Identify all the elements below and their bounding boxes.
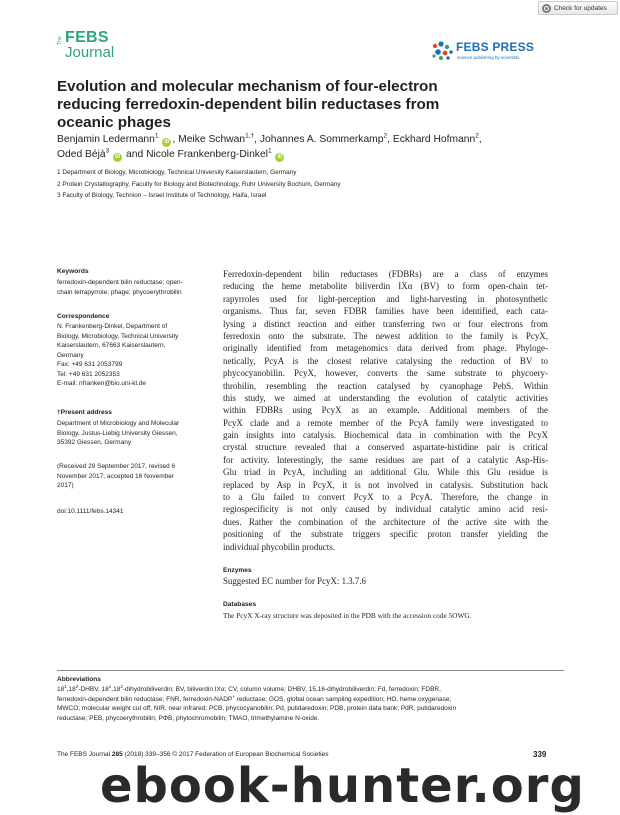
abbreviations-text xyxy=(57,685,564,723)
orcid-icon[interactable]: iD xyxy=(277,154,283,160)
febs-press-tagline: science publishing by scientists xyxy=(457,55,520,60)
title-line: Evolution and molecular mechanism of four-electron xyxy=(57,78,438,95)
page-number: 339 xyxy=(533,750,547,759)
received-line: 2017) xyxy=(57,482,74,489)
abstract-line: replaced by Asp in PcyX, it is not involved in catalysis. Substitution back xyxy=(223,479,548,490)
enzymes-text: Suggested EC number for PcyX: 1.3.7.6 xyxy=(223,576,366,586)
author-affil-sup: 1 xyxy=(267,147,272,155)
keywords-text xyxy=(57,278,209,297)
abbreviations-line: ferredoxin-dependent bilin reductase; FNR, ferredoxin-NADP+ reductase; GOS, global ocean sampling expedition; HO, heme oxygenase; xyxy=(57,693,452,703)
abstract-line: lysing a distinct reaction and either transferring two or four electrons from xyxy=(223,318,548,329)
watermark xyxy=(0,758,620,815)
received-line: November 2017, accepted 16 November xyxy=(57,472,175,480)
correspondence-line: Tel: +49 631 2052353 xyxy=(57,370,120,378)
crossmark-icon xyxy=(542,4,551,13)
abstract-line: this study, we aimed at understanding the evolution of catalytic activities xyxy=(223,392,548,403)
keywords-line: chain tetrapyrrole; phage; phycoerythrobilin xyxy=(57,288,182,296)
author-name: , Johannes A. Sommerkamp xyxy=(254,134,384,145)
correspondence-line: Germany xyxy=(57,351,84,359)
correspondence-line: N. Frankenberg-Dinkel, Department of xyxy=(57,323,168,330)
correspondence-heading: Correspondence xyxy=(57,313,110,320)
affiliation-2: 2 Protein Crystallography, Faculty for Biology and Biotechnology, Ruhr University Bochum, Germany xyxy=(57,181,341,188)
article-title xyxy=(57,78,567,132)
febs-press-name: FEBS PRESS xyxy=(456,40,535,54)
author-affil-sup: 2 xyxy=(383,132,388,140)
abstract-line: for activity. Interestingly, the same residues are part of a catalytic Asp-His- xyxy=(223,454,548,465)
abstract-line: to a Glu failed to convert PcyX to a PcyA. Therefore, the change in xyxy=(223,492,548,503)
enzymes-heading: Enzymes xyxy=(223,567,252,574)
title-line: oceanic phages xyxy=(57,114,171,131)
affiliation-3: 3 Faculty of Biology, Technion – Israel Institute of Technology, Haifa, Israel xyxy=(57,192,267,199)
check-for-updates-button[interactable] xyxy=(538,1,618,15)
orcid-icon[interactable]: iD xyxy=(115,154,121,160)
keywords-line: ferredoxin-dependent bilin reductase; open- xyxy=(57,279,183,286)
abstract-line: throbilin, resembling the reaction catalysed by cyanophage PebS. Within xyxy=(223,380,548,391)
keywords-heading: Keywords xyxy=(57,268,89,275)
abstract-line: organisms. Thus far, seven FDBR families have been identified, each cata- xyxy=(223,306,548,317)
logo-febs: FEBS xyxy=(65,29,109,46)
abstract-line: positioning of the substrate triggers specific proton transfer yielding the xyxy=(223,529,548,540)
watermark-text: ebook-hunter.org xyxy=(100,758,585,814)
abstract-line: originally identified from metagenomics data derived from phage. Phyloge- xyxy=(223,343,548,354)
author-affil-sup: 2 xyxy=(475,132,479,140)
abstract-line: PcyX clade and a remote member of the PcyA family were investigated to xyxy=(223,417,548,428)
author-affil-sup: 3 xyxy=(105,147,110,155)
author-name: and Nicole Frankenberg-Dinkel xyxy=(123,149,268,160)
author-list: Benjamin Ledermann$^1$ iD , Meike Schwan$^{1,\dagger}$, Johannes A. Sommerkamp$^2$, Eckhard Hofmann$^2$, Oded Béjà$^3$ iD and Nicole Frankenberg-Dinkel$^1$ iD xyxy=(57,132,482,160)
abstract-line: regiospecificity is not only caused by individual catalytic amino acid resi- xyxy=(223,504,548,515)
correspondence-text xyxy=(57,322,209,389)
correspondence-line: Kaiserslautern, 67663 Kaiserslautern, xyxy=(57,342,166,349)
correspondence-line: Fax: +49 631 2053799 xyxy=(57,361,123,368)
abstract-line: dues. Rather the combination of the architecture of the active site with the xyxy=(223,516,548,527)
abstract-line: gain insights into catalysis. Biochemical data in combination with the PcyX xyxy=(223,430,548,441)
logo-journal: Journal xyxy=(65,44,115,61)
logo-the: The xyxy=(57,36,63,46)
present-address-line: Biology, Justus-Liebig University Giessen, xyxy=(57,429,178,437)
abstract-line: Glu triad in PcyA, including an additional Glu. While this Glu residue is xyxy=(223,467,548,478)
abstract-line: within FDBRs using PcyX as an example. Additional members of the xyxy=(223,405,548,416)
databases-heading: Databases xyxy=(223,601,256,608)
abbreviations-line: MWCO, molecular weight cut off; NIR, near infrared; PCB, phycocyanobilin; Pd, putidaredoxin; PDB, protein data bank; PdR, putidaredoxin xyxy=(57,705,457,712)
author-name: Oded Béjà xyxy=(57,149,106,160)
febs-press-logo xyxy=(430,40,550,66)
abstract-line: reducing the heme metabolite biliverdin IXα (BV) to form open-chain tet- xyxy=(223,281,548,292)
footer-citation: The FEBS Journal 285 (2018) 339–356 © 2017 Federation of European Biochemical Societies xyxy=(57,751,329,758)
abstract-line: netically, PcyA is the closest relative catalysing the reduction of BV to xyxy=(223,355,548,366)
databases-text: The PcyX X-ray structure was deposited in the PDB with the accession code 5OWG. xyxy=(223,611,472,620)
febs-journal-logo xyxy=(57,30,127,64)
author-name: Benjamin Ledermann xyxy=(57,134,155,145)
abstract-line: phycocyanobilin. PcyX, however, converts the same substrate to phycoery- xyxy=(223,368,548,379)
present-address-heading: †Present address xyxy=(57,409,112,416)
doi-link[interactable]: doi:10.1111/febs.14341 xyxy=(57,508,124,515)
affiliation-1: 1 Department of Biology, Microbiology, Technical University Kaiserslautern, Germany xyxy=(57,169,297,176)
check-for-updates-label: Check for updates xyxy=(554,4,607,12)
title-line: reducing ferredoxin-dependent bilin reductases from xyxy=(57,96,440,113)
abbreviations-divider xyxy=(57,670,564,671)
abbreviations-heading: Abbreviations xyxy=(57,676,101,683)
orcid-icon[interactable]: iD xyxy=(164,139,170,145)
email-link[interactable]: E-mail: nfranken@bio.uni-kl.de xyxy=(57,380,146,387)
author-affil-sup: 1,† xyxy=(245,132,255,140)
abbreviations-line: $18^1,18^2$-DHBV, $18^1,18^2$-dihydrobiliverdin; BV, biliverdin IXα; CV, column volume; DHBV, 15,16-dihydrobiliverdin; Fd, ferredoxin; FDBR, xyxy=(57,683,441,693)
received-line: (Received 29 September 2017, revised 6 xyxy=(57,463,176,470)
abstract-line: crystal structure revealed that a conserved aspartate-histidine pair is critical xyxy=(223,442,548,453)
abstract-line: ferredoxin onto the substrate. The newest addition to the family is PcyX, xyxy=(223,330,548,341)
author-name: , Meike Schwan xyxy=(172,134,246,145)
author-name: , Eckhard Hofmann xyxy=(387,134,476,145)
abbreviations-line: reductase; PEB, phycoerythrobilin; PΦB, phytochromobilin; TMAO, trimethylamine N-oxide. xyxy=(57,714,320,722)
abstract-line: individual phycobilin products. xyxy=(223,541,335,552)
febs-press-dots-icon xyxy=(430,40,456,62)
correspondence-line: Biology, Microbiology, Technical University xyxy=(57,332,179,340)
author-affil-sup: 1 xyxy=(154,132,159,140)
present-address-line: Department of Microbiology and Molecular xyxy=(57,420,180,427)
received-dates xyxy=(57,462,209,491)
abstract-line: rapyrroles used for light-perception and light-harvesting in photosynthetic xyxy=(223,293,548,304)
abstract-line: Ferredoxin-dependent bilin reductases (FDBRs) are a class of enzymes xyxy=(223,269,548,279)
abstract xyxy=(223,268,548,553)
present-address-line: 35392 Giessen, Germany xyxy=(57,439,132,446)
present-address-text xyxy=(57,419,209,448)
